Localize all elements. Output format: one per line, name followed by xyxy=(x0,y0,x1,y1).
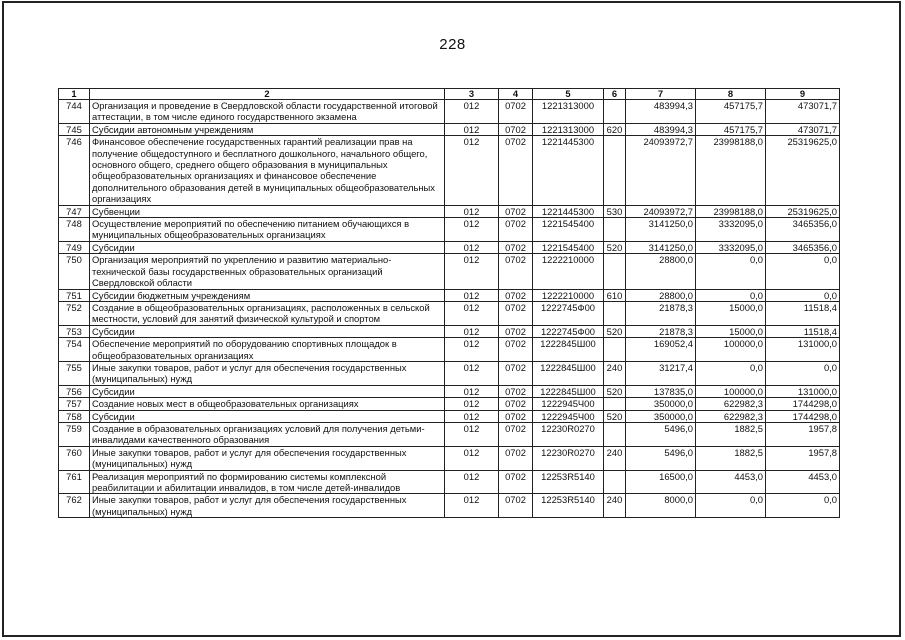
row-number-cell: 758 xyxy=(59,410,90,422)
amount-year2-cell: 23998188,0 xyxy=(696,136,766,205)
amount-year3-cell: 473071,7 xyxy=(766,100,840,124)
expense-type-cell xyxy=(604,218,626,242)
table-row xyxy=(59,241,840,253)
amount-year1-cell: 24093972,7 xyxy=(626,205,696,217)
row-number-cell: 751 xyxy=(59,289,90,301)
amount-year3-cell: 1957,8 xyxy=(766,446,840,470)
section-code-cell: 0702 xyxy=(499,301,533,325)
section-code-cell: 0702 xyxy=(499,410,533,422)
amount-year2-cell: 100000,0 xyxy=(696,338,766,362)
row-number-cell: 761 xyxy=(59,470,90,494)
amount-year2-cell: 457175,7 xyxy=(696,123,766,135)
table-row xyxy=(59,301,840,325)
admin-code-cell: 012 xyxy=(445,398,499,410)
target-code-cell: 1221545400 xyxy=(533,241,604,253)
amount-year2-cell: 0,0 xyxy=(696,361,766,385)
column-header: 8 xyxy=(696,89,766,100)
table-row xyxy=(59,410,840,422)
target-code-cell: 1222745Ф00 xyxy=(533,325,604,337)
table-row xyxy=(59,338,840,362)
column-header: 6 xyxy=(604,89,626,100)
target-code-cell: 1222745Ф00 xyxy=(533,301,604,325)
row-number-cell: 744 xyxy=(59,100,90,124)
item-name-cell: Субсидии автономным учреждениям xyxy=(90,123,445,135)
admin-code-cell: 012 xyxy=(445,338,499,362)
amount-year1-cell: 350000,0 xyxy=(626,410,696,422)
admin-code-cell: 012 xyxy=(445,218,499,242)
admin-code-cell: 012 xyxy=(445,325,499,337)
amount-year1-cell: 8000,0 xyxy=(626,494,696,518)
amount-year1-cell: 21878,3 xyxy=(626,325,696,337)
target-code-cell: 1222945Ч00 xyxy=(533,398,604,410)
column-header: 1 xyxy=(59,89,90,100)
table-row xyxy=(59,289,840,301)
admin-code-cell: 012 xyxy=(445,446,499,470)
table-row xyxy=(59,205,840,217)
section-code-cell: 0702 xyxy=(499,289,533,301)
amount-year2-cell: 0,0 xyxy=(696,494,766,518)
row-number-cell: 754 xyxy=(59,338,90,362)
section-code-cell: 0702 xyxy=(499,218,533,242)
admin-code-cell: 012 xyxy=(445,385,499,397)
item-name-cell: Финансовое обеспечение государственных гарантий реализации прав на получение общедоступного и бесплатного дошкольного, начального общего, основного общего, среднего общего образования в муниципальных общеобразовательных организациях и финансовое обеспечение дополнительного образования детей в муниципальных общеобразовательных организациях xyxy=(90,136,445,205)
expense-type-cell xyxy=(604,254,626,289)
amount-year2-cell: 100000,0 xyxy=(696,385,766,397)
section-code-cell: 0702 xyxy=(499,325,533,337)
table-row xyxy=(59,385,840,397)
column-header: 5 xyxy=(533,89,604,100)
amount-year2-cell: 622982,3 xyxy=(696,398,766,410)
amount-year3-cell: 4453,0 xyxy=(766,470,840,494)
table-row xyxy=(59,494,840,518)
row-number-cell: 759 xyxy=(59,422,90,446)
item-name-cell: Осуществление мероприятий по обеспечению питанием обучающихся в муниципальных общеобразовательных организациях xyxy=(90,218,445,242)
target-code-cell: 1222945Ч00 xyxy=(533,410,604,422)
amount-year3-cell: 25319625,0 xyxy=(766,205,840,217)
table-row xyxy=(59,361,840,385)
expense-type-cell: 240 xyxy=(604,494,626,518)
table-row xyxy=(59,422,840,446)
page-number: 228 xyxy=(439,36,466,53)
admin-code-cell: 012 xyxy=(445,254,499,289)
column-header: 7 xyxy=(626,89,696,100)
amount-year3-cell: 0,0 xyxy=(766,361,840,385)
amount-year1-cell: 21878,3 xyxy=(626,301,696,325)
expense-type-cell: 240 xyxy=(604,361,626,385)
target-code-cell: 1222210000 xyxy=(533,289,604,301)
amount-year2-cell: 3332095,0 xyxy=(696,241,766,253)
row-number-cell: 745 xyxy=(59,123,90,135)
row-number-cell: 760 xyxy=(59,446,90,470)
item-name-cell: Реализация мероприятий по формированию системы комплексной реабилитации и абилитации инвалидов, в том числе детей-инвалидов xyxy=(90,470,445,494)
expense-type-cell: 520 xyxy=(604,410,626,422)
item-name-cell: Создание в общеобразовательных организациях, расположенных в сельской местности, условий для занятий физической культурой и спортом xyxy=(90,301,445,325)
expense-type-cell: 520 xyxy=(604,325,626,337)
item-name-cell: Субсидии xyxy=(90,325,445,337)
target-code-cell: 12253R5140 xyxy=(533,494,604,518)
expense-type-cell: 620 xyxy=(604,123,626,135)
section-code-cell: 0702 xyxy=(499,398,533,410)
expense-type-cell: 530 xyxy=(604,205,626,217)
admin-code-cell: 012 xyxy=(445,205,499,217)
row-number-cell: 749 xyxy=(59,241,90,253)
amount-year1-cell: 5496,0 xyxy=(626,422,696,446)
row-number-cell: 756 xyxy=(59,385,90,397)
amount-year3-cell: 473071,7 xyxy=(766,123,840,135)
admin-code-cell: 012 xyxy=(445,410,499,422)
section-code-cell: 0702 xyxy=(499,470,533,494)
section-code-cell: 0702 xyxy=(499,100,533,124)
expense-type-cell xyxy=(604,398,626,410)
admin-code-cell: 012 xyxy=(445,241,499,253)
item-name-cell: Создание в образовательных организациях условий для получения детьми-инвалидами качественного образования xyxy=(90,422,445,446)
amount-year3-cell: 11518,4 xyxy=(766,301,840,325)
section-code-cell: 0702 xyxy=(499,422,533,446)
amount-year3-cell: 0,0 xyxy=(766,289,840,301)
target-code-cell: 1222845Ш00 xyxy=(533,361,604,385)
amount-year2-cell: 0,0 xyxy=(696,289,766,301)
amount-year2-cell: 622982,3 xyxy=(696,410,766,422)
row-number-cell: 747 xyxy=(59,205,90,217)
item-name-cell: Субсидии xyxy=(90,385,445,397)
amount-year1-cell: 169052,4 xyxy=(626,338,696,362)
target-code-cell: 1221313000 xyxy=(533,100,604,124)
budget-table xyxy=(58,88,840,518)
amount-year2-cell: 1882,5 xyxy=(696,422,766,446)
section-code-cell: 0702 xyxy=(499,361,533,385)
target-code-cell: 1221313000 xyxy=(533,123,604,135)
amount-year3-cell: 131000,0 xyxy=(766,385,840,397)
item-name-cell: Организация мероприятий по укреплению и развитию материально-технической базы государственных образовательных организаций Свердловской области xyxy=(90,254,445,289)
amount-year3-cell: 1957,8 xyxy=(766,422,840,446)
amount-year1-cell: 137835,0 xyxy=(626,385,696,397)
amount-year2-cell: 3332095,0 xyxy=(696,218,766,242)
amount-year1-cell: 3141250,0 xyxy=(626,218,696,242)
amount-year3-cell: 11518,4 xyxy=(766,325,840,337)
expense-type-cell xyxy=(604,338,626,362)
amount-year3-cell: 0,0 xyxy=(766,494,840,518)
admin-code-cell: 012 xyxy=(445,100,499,124)
section-code-cell: 0702 xyxy=(499,494,533,518)
target-code-cell: 12230R0270 xyxy=(533,422,604,446)
amount-year1-cell: 31217,4 xyxy=(626,361,696,385)
section-code-cell: 0702 xyxy=(499,338,533,362)
table-row xyxy=(59,254,840,289)
column-header: 9 xyxy=(766,89,840,100)
row-number-cell: 746 xyxy=(59,136,90,205)
expense-type-cell xyxy=(604,470,626,494)
amount-year2-cell: 15000,0 xyxy=(696,301,766,325)
expense-type-cell: 520 xyxy=(604,385,626,397)
column-header: 2 xyxy=(90,89,445,100)
amount-year2-cell: 15000,0 xyxy=(696,325,766,337)
section-code-cell: 0702 xyxy=(499,446,533,470)
amount-year1-cell: 483994,3 xyxy=(626,100,696,124)
target-code-cell: 1221545400 xyxy=(533,218,604,242)
target-code-cell: 1222210000 xyxy=(533,254,604,289)
row-number-cell: 748 xyxy=(59,218,90,242)
item-name-cell: Субсидии xyxy=(90,241,445,253)
admin-code-cell: 012 xyxy=(445,301,499,325)
expense-type-cell xyxy=(604,100,626,124)
amount-year3-cell: 3465356,0 xyxy=(766,241,840,253)
target-code-cell: 1222845Ш00 xyxy=(533,385,604,397)
admin-code-cell: 012 xyxy=(445,470,499,494)
amount-year3-cell: 25319625,0 xyxy=(766,136,840,205)
item-name-cell: Организация и проведение в Свердловской области государственной итоговой аттестации, в том числе единого государственного экзамена xyxy=(90,100,445,124)
item-name-cell: Создание новых мест в общеобразовательных организациях xyxy=(90,398,445,410)
admin-code-cell: 012 xyxy=(445,289,499,301)
amount-year2-cell: 23998188,0 xyxy=(696,205,766,217)
amount-year1-cell: 3141250,0 xyxy=(626,241,696,253)
table-row xyxy=(59,325,840,337)
row-number-cell: 755 xyxy=(59,361,90,385)
amount-year1-cell: 28800,0 xyxy=(626,254,696,289)
admin-code-cell: 012 xyxy=(445,123,499,135)
expense-type-cell xyxy=(604,136,626,205)
section-code-cell: 0702 xyxy=(499,123,533,135)
target-code-cell: 1222845Ш00 xyxy=(533,338,604,362)
table-row xyxy=(59,218,840,242)
table-row xyxy=(59,446,840,470)
item-name-cell: Субвенции xyxy=(90,205,445,217)
admin-code-cell: 012 xyxy=(445,136,499,205)
amount-year3-cell: 0,0 xyxy=(766,254,840,289)
table-row xyxy=(59,136,840,205)
item-name-cell: Субсидии бюджетным учреждениям xyxy=(90,289,445,301)
amount-year3-cell: 1744298,0 xyxy=(766,410,840,422)
amount-year1-cell: 24093972,7 xyxy=(626,136,696,205)
table-row xyxy=(59,100,840,124)
section-code-cell: 0702 xyxy=(499,254,533,289)
amount-year2-cell: 0,0 xyxy=(696,254,766,289)
amount-year1-cell: 28800,0 xyxy=(626,289,696,301)
table-row xyxy=(59,123,840,135)
target-code-cell: 1221445300 xyxy=(533,136,604,205)
row-number-cell: 750 xyxy=(59,254,90,289)
target-code-cell: 12230R0270 xyxy=(533,446,604,470)
amount-year1-cell: 5496,0 xyxy=(626,446,696,470)
expense-type-cell: 240 xyxy=(604,446,626,470)
section-code-cell: 0702 xyxy=(499,241,533,253)
item-name-cell: Иные закупки товаров, работ и услуг для обеспечения государственных (муниципальных) нужд xyxy=(90,446,445,470)
amount-year3-cell: 131000,0 xyxy=(766,338,840,362)
row-number-cell: 757 xyxy=(59,398,90,410)
amount-year2-cell: 457175,7 xyxy=(696,100,766,124)
amount-year3-cell: 1744298,0 xyxy=(766,398,840,410)
row-number-cell: 762 xyxy=(59,494,90,518)
amount-year1-cell: 483994,3 xyxy=(626,123,696,135)
section-code-cell: 0702 xyxy=(499,136,533,205)
admin-code-cell: 012 xyxy=(445,422,499,446)
amount-year1-cell: 350000,0 xyxy=(626,398,696,410)
amount-year2-cell: 1882,5 xyxy=(696,446,766,470)
expense-type-cell xyxy=(604,422,626,446)
column-header: 4 xyxy=(499,89,533,100)
amount-year3-cell: 3465356,0 xyxy=(766,218,840,242)
amount-year2-cell: 4453,0 xyxy=(696,470,766,494)
item-name-cell: Иные закупки товаров, работ и услуг для обеспечения государственных (муниципальных) нужд xyxy=(90,494,445,518)
expense-type-cell: 610 xyxy=(604,289,626,301)
amount-year1-cell: 16500,0 xyxy=(626,470,696,494)
admin-code-cell: 012 xyxy=(445,494,499,518)
target-code-cell: 1221445300 xyxy=(533,205,604,217)
table-row xyxy=(59,398,840,410)
section-code-cell: 0702 xyxy=(499,205,533,217)
row-number-cell: 753 xyxy=(59,325,90,337)
item-name-cell: Субсидии xyxy=(90,410,445,422)
section-code-cell: 0702 xyxy=(499,385,533,397)
admin-code-cell: 012 xyxy=(445,361,499,385)
header-row xyxy=(59,89,840,100)
expense-type-cell: 520 xyxy=(604,241,626,253)
row-number-cell: 752 xyxy=(59,301,90,325)
item-name-cell: Иные закупки товаров, работ и услуг для обеспечения государственных (муниципальных) нужд xyxy=(90,361,445,385)
item-name-cell: Обеспечение мероприятий по оборудованию спортивных площадок в общеобразовательных организациях xyxy=(90,338,445,362)
target-code-cell: 12253R5140 xyxy=(533,470,604,494)
expense-type-cell xyxy=(604,301,626,325)
table-row xyxy=(59,470,840,494)
column-header: 3 xyxy=(445,89,499,100)
